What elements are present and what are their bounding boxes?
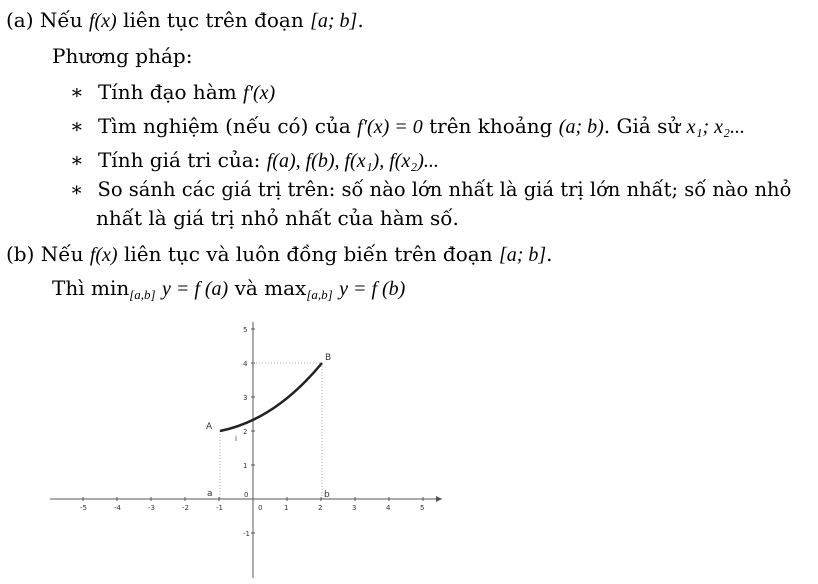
bullet-1-text: Tính đạo hàm: [97, 80, 237, 104]
x-tick-label: -4: [114, 504, 121, 512]
min-sub: [a,b]: [129, 287, 156, 302]
x-tick-label: 1: [284, 504, 289, 512]
y-tick-label: 4: [243, 360, 248, 368]
part-a-marker: (a): [6, 8, 34, 32]
function-curve: [220, 363, 322, 431]
y-tick-label: -1: [243, 530, 250, 538]
label-a: a: [207, 489, 213, 499]
bullet-2-math2: (a; b): [558, 116, 604, 138]
max-expr: y = f (b): [339, 278, 406, 300]
y-tick-label: 2: [243, 428, 248, 436]
bullet-star: ∗: [70, 114, 84, 138]
bullet-2-text3: . Giả sử: [603, 114, 681, 138]
bullet-4-cont: nhất là giá trị nhỏ nhất của hàm số.: [96, 206, 459, 230]
part-a-rest: liên tục trên đoạn: [123, 8, 304, 32]
part-a-interval: [a; b]: [310, 10, 358, 32]
x-tick-label: -2: [182, 504, 189, 512]
bullet-star: ∗: [70, 80, 84, 104]
y-tick-label: 5: [243, 326, 248, 334]
label-b: b: [324, 490, 330, 500]
part-a-end: .: [357, 8, 364, 32]
part-a-intro: Nếu: [39, 8, 83, 32]
then-word: Thì: [52, 276, 85, 300]
label-i: i: [235, 435, 237, 443]
x-tick-label: -3: [148, 504, 155, 512]
x-tick-label: -1: [216, 504, 223, 512]
part-b-intro: Nếu: [40, 242, 84, 266]
part-b-end: .: [546, 242, 553, 266]
part-a-fx: f(x): [88, 10, 117, 32]
point-a-label: A: [206, 422, 213, 432]
x-tick-label: -5: [80, 504, 87, 512]
x-tick-label: 3: [352, 504, 357, 512]
part-b-interval: [a; b]: [498, 244, 547, 266]
bullet-3-math: f(a), f(b), f(x₁), f(x₂)...: [266, 150, 439, 172]
max-sub: [a,b]: [306, 287, 333, 302]
min-op: min: [90, 276, 130, 300]
bullet-1-math: f′(x): [243, 82, 276, 104]
bullet-3-text: Tính giá tri của:: [97, 148, 261, 172]
x-tick-label: 2: [318, 504, 323, 512]
x-tick-label: 0: [258, 504, 263, 512]
y-tick-label: 3: [243, 394, 248, 402]
max-op: max: [264, 276, 307, 300]
bullet-2-math3: x₁; x₂...: [686, 116, 745, 138]
method-label: Phương pháp:: [52, 44, 193, 68]
part-b-rest: liên tục và luôn đồng biến trên đoạn: [123, 242, 493, 266]
label-origin: 0: [244, 491, 249, 499]
min-expr: y = f (a): [161, 278, 229, 300]
x-tick-label: 5: [420, 504, 425, 512]
part-b-marker: (b): [6, 242, 35, 266]
part-b-fx: f(x): [89, 244, 118, 266]
x-axis-arrow: [436, 496, 442, 502]
y-tick-label: 1: [243, 462, 248, 470]
and-word: và: [234, 276, 258, 300]
point-b-label: B: [325, 353, 332, 363]
bullet-2-text: Tìm nghiệm (nếu có) của: [97, 114, 351, 138]
bullet-star: ∗: [70, 148, 84, 172]
bullet-4-text: So sánh các giá trị trên: số nào lớn nhất là giá trị lớn nhất; số nào nhỏ: [97, 178, 792, 201]
bullet-2-text2: trên khoảng: [429, 114, 553, 138]
bullet-2-math: f′(x) = 0: [357, 116, 423, 138]
x-tick-label: 4: [386, 504, 391, 512]
bullet-star: ∗: [70, 178, 84, 201]
